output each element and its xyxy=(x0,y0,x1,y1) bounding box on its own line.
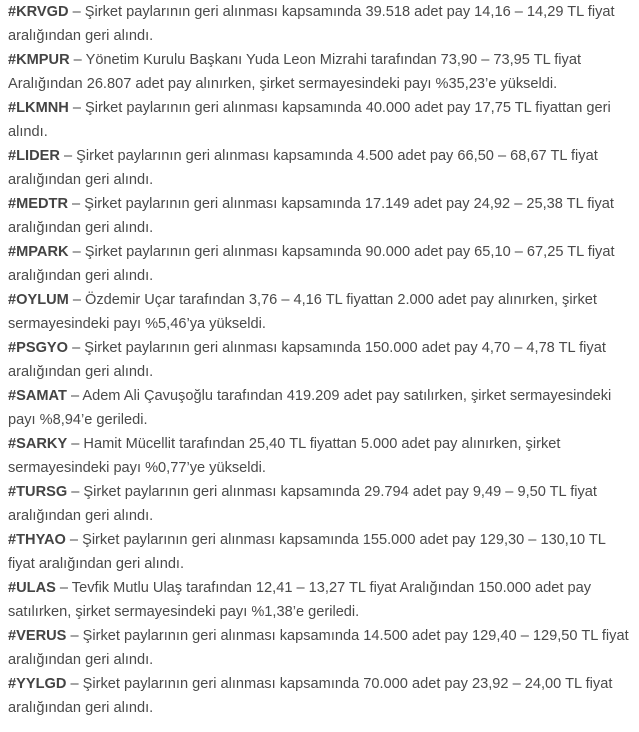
news-text: – Şirket paylarının geri alınması kapsamında 155.000 adet pay 129,30 – 130,10 TL fiyat aralığından geri alındı. xyxy=(8,532,606,572)
ticker-hashtag-link[interactable]: #LKMNH xyxy=(8,100,69,116)
ticker-hashtag-link[interactable]: #THYAO xyxy=(8,532,66,548)
news-item xyxy=(8,144,633,192)
ticker-hashtag-link[interactable]: #YYLGD xyxy=(8,676,67,692)
news-text: – Şirket paylarının geri alınması kapsamında 70.000 adet pay 23,92 – 24,00 TL fiyat aralığından geri alındı. xyxy=(8,676,613,716)
ticker-hashtag-link[interactable]: #KRVGD xyxy=(8,4,69,20)
news-text: – Tevfik Mutlu Ulaş tarafından 12,41 – 13,27 TL fiyat Aralığından 150.000 adet pay satılırken, şirket sermayesindeki payı %1,38’e geriledi. xyxy=(8,580,592,620)
news-item xyxy=(8,480,633,528)
ticker-hashtag-link[interactable]: #PSGYO xyxy=(8,340,69,356)
news-text: – Şirket paylarının geri alınması kapsamında 39.518 adet pay 14,16 – 14,29 TL fiyat aralığından geri alındı. xyxy=(8,4,615,44)
news-text: – Adem Ali Çavuşoğlu tarafından 419.209 adet pay satılırken, şirket sermayesindeki payı %8,94’e geriledi. xyxy=(8,388,612,428)
news-item xyxy=(8,528,633,576)
news-text: – Şirket paylarının geri alınması kapsamında 90.000 adet pay 65,10 – 67,25 TL fiyat aralığından geri alındı. xyxy=(8,244,615,284)
news-item xyxy=(8,384,633,432)
ticker-hashtag-link[interactable]: #ULAS xyxy=(8,580,56,596)
news-text: – Şirket paylarının geri alınması kapsamında 150.000 adet pay 4,70 – 4,78 TL fiyat aralığından geri alındı. xyxy=(8,340,606,380)
news-text: – Şirket paylarının geri alınması kapsamında 17.149 adet pay 24,92 – 25,38 TL fiyat aralığından geri alındı. xyxy=(8,196,614,236)
news-text: – Şirket paylarının geri alınması kapsamında 14.500 adet pay 129,40 – 129,50 TL fiyat aralığından geri alındı. xyxy=(8,628,629,668)
news-item xyxy=(8,96,633,144)
news-item xyxy=(8,432,633,480)
news-item xyxy=(8,672,633,720)
ticker-hashtag-link[interactable]: #MPARK xyxy=(8,244,69,260)
news-item xyxy=(8,240,633,288)
news-text: – Şirket paylarının geri alınması kapsamında 4.500 adet pay 66,50 – 68,67 TL fiyat aralığından geri alındı. xyxy=(8,148,598,188)
ticker-hashtag-link[interactable]: #MEDTR xyxy=(8,196,68,212)
news-item xyxy=(8,576,633,624)
news-item xyxy=(8,192,633,240)
ticker-hashtag-link[interactable]: #KMPUR xyxy=(8,52,70,68)
ticker-hashtag-link[interactable]: #VERUS xyxy=(8,628,67,644)
ticker-hashtag-link[interactable]: #OYLUM xyxy=(8,292,69,308)
news-item xyxy=(8,0,633,48)
news-text: – Şirket paylarının geri alınması kapsamında 29.794 adet pay 9,49 – 9,50 TL fiyat aralığından geri alındı. xyxy=(8,484,597,524)
ticker-hashtag-link[interactable]: #LIDER xyxy=(8,148,60,164)
ticker-hashtag-link[interactable]: #TURSG xyxy=(8,484,68,500)
ticker-hashtag-link[interactable]: #SARKY xyxy=(8,436,68,452)
news-text: – Şirket paylarının geri alınması kapsamında 40.000 adet pay 17,75 TL fiyattan geri alındı. xyxy=(8,100,611,140)
news-text: – Özdemir Uçar tarafından 3,76 – 4,16 TL fiyattan 2.000 adet pay alınırken, şirket sermayesindeki payı %5,46’ya yükseldi. xyxy=(8,292,597,332)
news-item xyxy=(8,288,633,336)
ticker-hashtag-link[interactable]: #SAMAT xyxy=(8,388,67,404)
news-item xyxy=(8,624,633,672)
news-text: – Hamit Mücellit tarafından 25,40 TL fiyattan 5.000 adet pay alınırken, şirket sermayesindeki payı %0,77’ye yükseldi. xyxy=(8,436,561,476)
news-item xyxy=(8,48,633,96)
news-text: – Yönetim Kurulu Başkanı Yuda Leon Mizrahi tarafından 73,90 – 73,95 TL fiyat Aralığından 26.807 adet pay alınırken, şirket sermayesindeki payı %35,23’e yükseldi. xyxy=(8,52,582,92)
news-item xyxy=(8,336,633,384)
